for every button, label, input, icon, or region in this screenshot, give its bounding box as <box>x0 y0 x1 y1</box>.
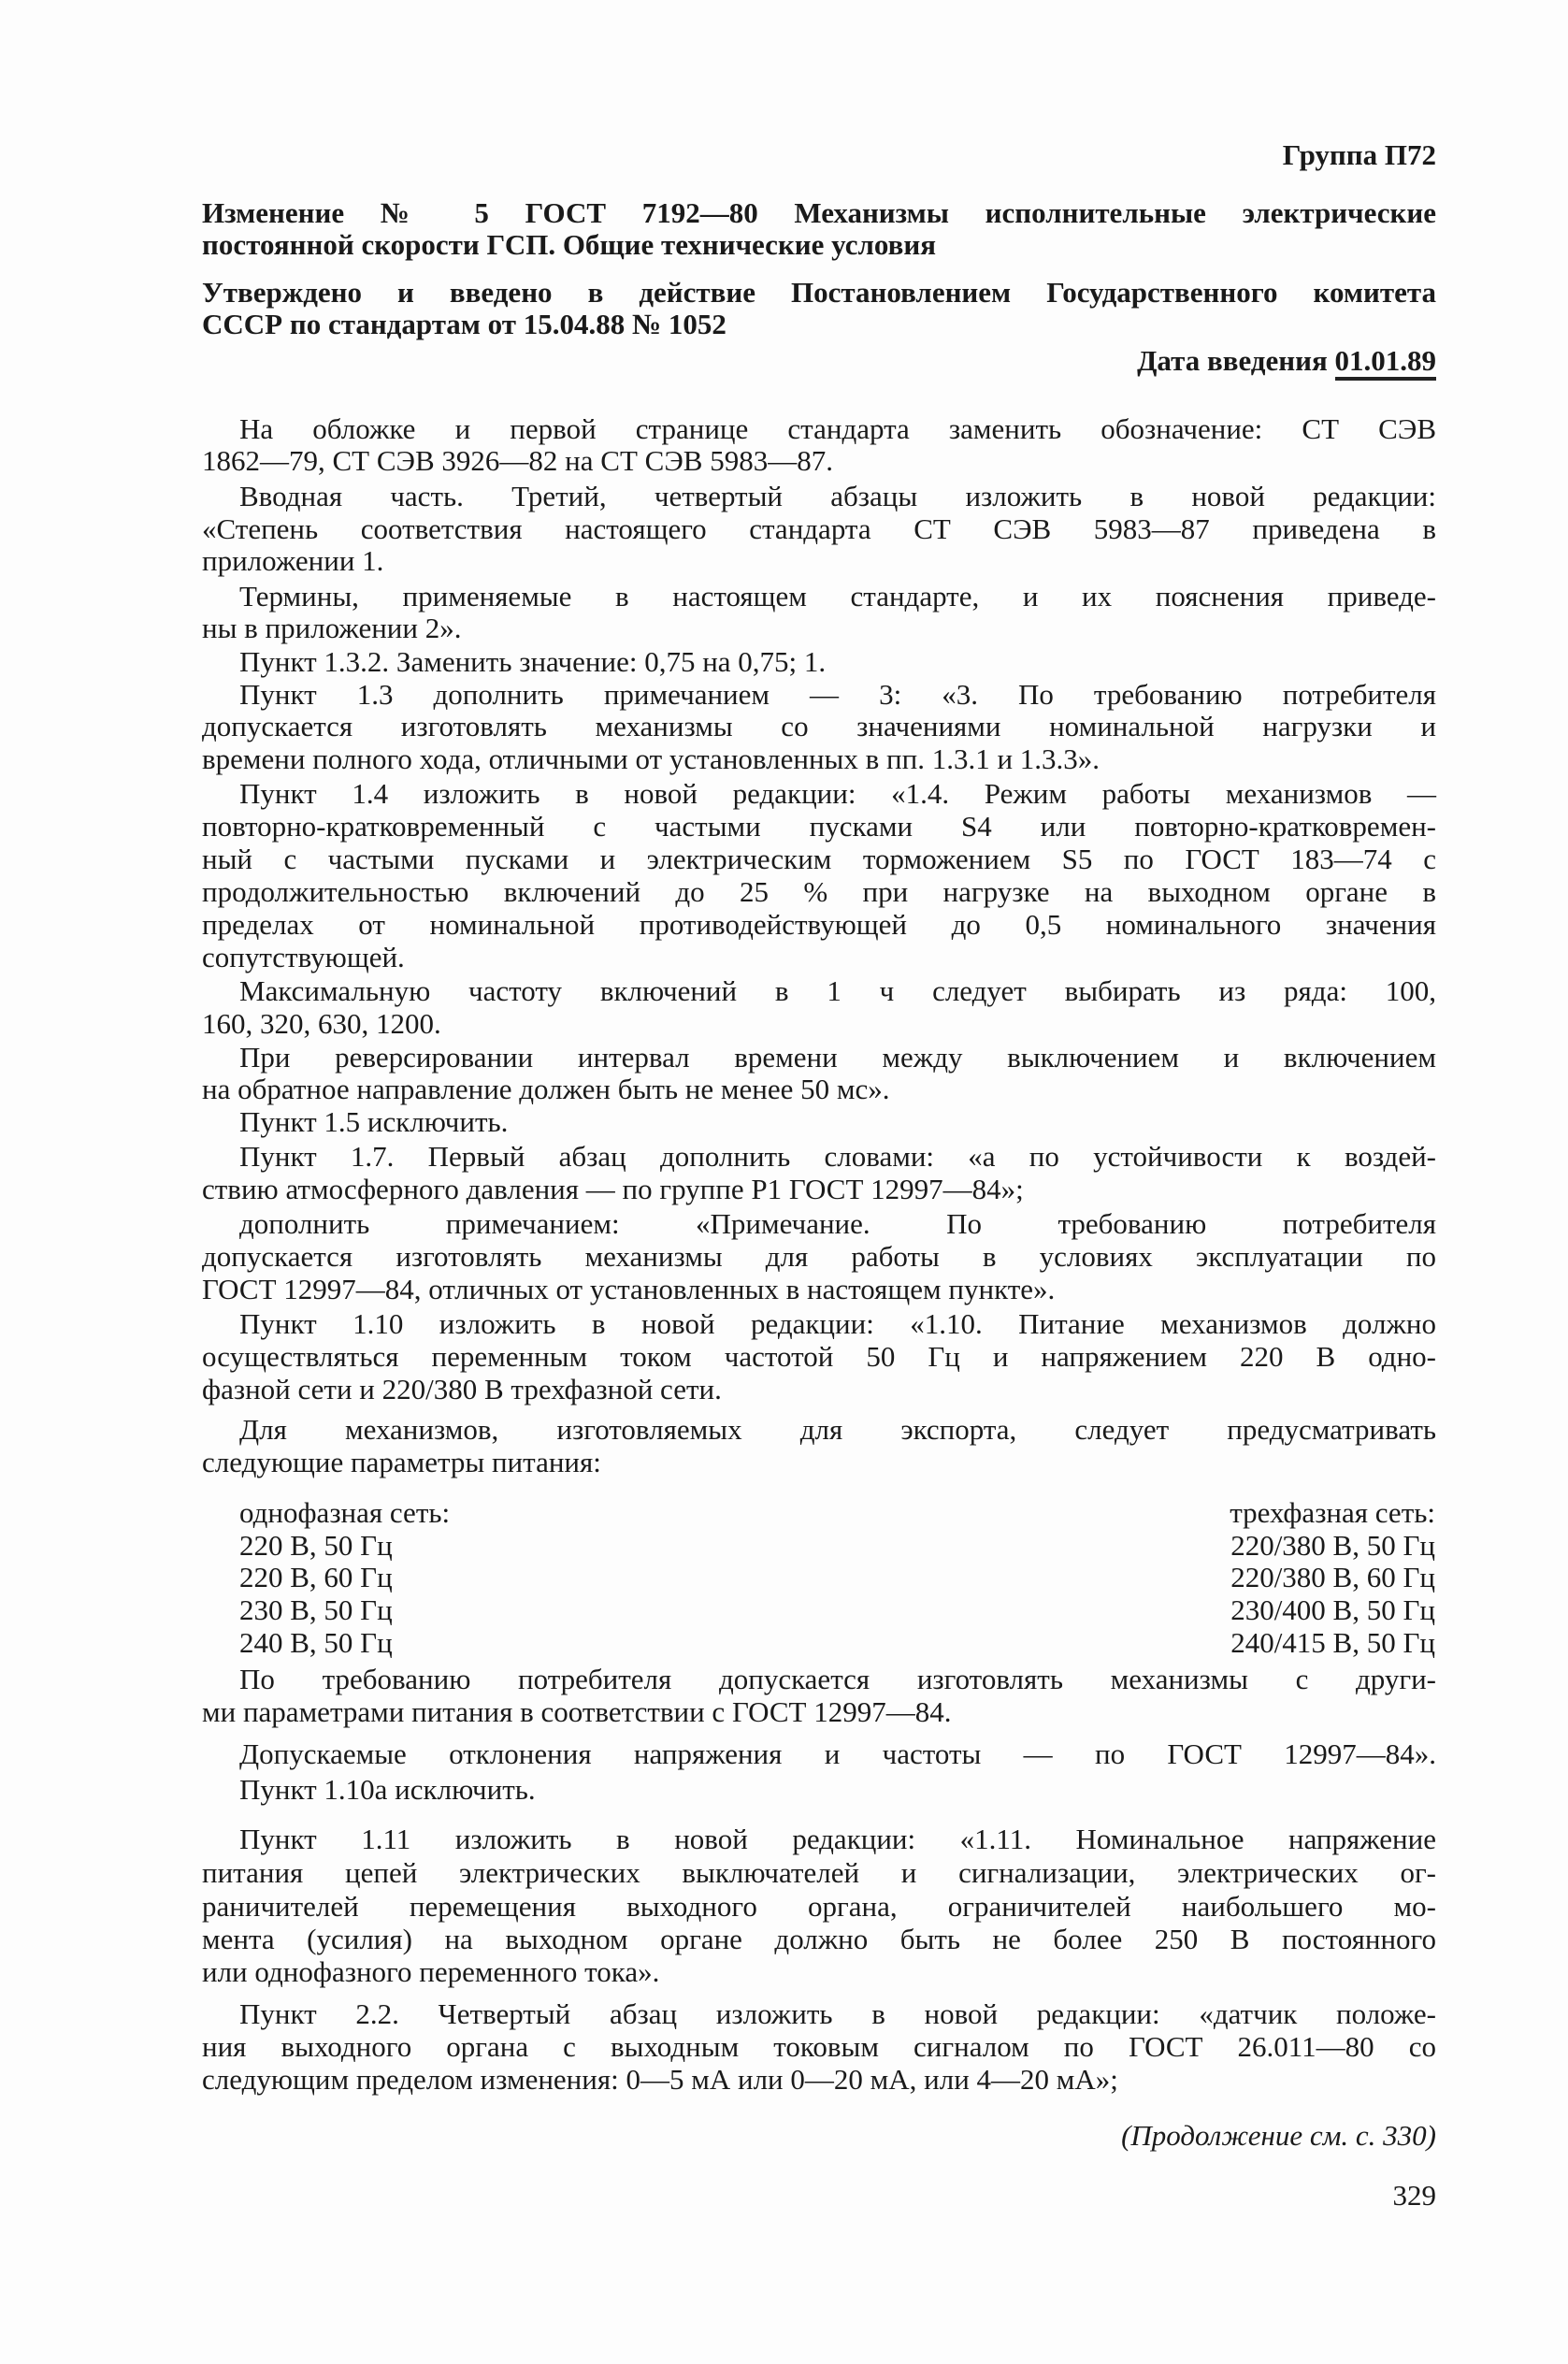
text-line: на обратное направление должен быть не менее 50 мс». <box>202 1073 890 1105</box>
text-line: приложении 1. <box>202 544 384 577</box>
three-phase-value: 220/380 В, 50 Гц <box>1230 1529 1435 1562</box>
text-line: раничителей перемещения выходного органа, ограничителей наибольшего мо- <box>202 1890 1436 1923</box>
effective-date-label: Дата введения <box>1137 344 1328 377</box>
text-line: продолжительностью включений до 25 % при нагрузке на выходном органе в <box>202 875 1436 908</box>
text-line: Максимальную частоту включений в 1 ч следует выбирать из ряда: 100, <box>239 974 1436 1007</box>
single-phase-value: 220 В, 60 Гц <box>239 1561 393 1593</box>
text-line: ГОСТ 12997—84, отличных от установленных в настоящем пункте». <box>202 1273 1056 1305</box>
text-line: сопутствующей. <box>202 941 405 973</box>
text-line: ный с частыми пусками и электрическим торможением S5 по ГОСТ 183—74 с <box>202 843 1436 875</box>
text-line: мента (усилия) на выходном органе должно быть не более 250 В постоянного <box>202 1923 1436 1955</box>
text-line: На обложке и первой странице стандарта заменить обозначение: СТ СЭВ <box>239 412 1436 445</box>
text-line: Пункт 2.2. Четвертый абзац изложить в новой редакции: «датчик положе- <box>239 1997 1436 2030</box>
three-phase-value: 230/400 В, 50 Гц <box>1230 1593 1435 1626</box>
text-line: При реверсировании интервал времени между выключением и включением <box>239 1041 1436 1074</box>
amendment-title-line: постоянной скорости ГСП. Общие технические условия <box>202 228 936 261</box>
continuation-note: (Продолжение см. с. 330) <box>1121 2119 1436 2152</box>
approval-line: СССР по стандартам от 15.04.88 № 1052 <box>202 308 726 340</box>
text-line: 160, 320, 630, 1200. <box>202 1007 441 1040</box>
text-line: дополнить примечанием: «Примечание. По требованию потребителя <box>239 1207 1436 1240</box>
text-line: допускается изготовлять механизмы для работы в условиях эксплуатации по <box>202 1240 1436 1273</box>
text-line: Термины, применяемые в настоящем стандарте, и их пояснения приведе- <box>239 580 1436 613</box>
text-line: Пункт 1.4 изложить в новой редакции: «1.4. Режим работы механизмов — <box>239 777 1436 810</box>
effective-date-value: 01.01.89 <box>1335 344 1437 381</box>
text-line: ния выходного органа с выходным токовым сигналом по ГОСТ 26.011—80 со <box>202 2030 1436 2063</box>
text-line: ствию атмосферного давления — по группе Р1 ГОСТ 12997—84»; <box>202 1173 1024 1205</box>
approval-line: Утверждено и введено в действие Постановлением Государственного комитета <box>202 276 1436 309</box>
text-line: фазной сети и 220/380 В трехфазной сети. <box>202 1373 722 1405</box>
text-line: Пункт 1.10а исключить. <box>239 1773 536 1806</box>
text-line: Пункт 1.3.2. Заменить значение: 0,75 на 0,75; 1. <box>239 645 827 678</box>
text-line: следующим пределом изменения: 0—5 мА или 0—20 мА, или 4—20 мА»; <box>202 2063 1118 2096</box>
text-line: времени полного хода, отличными от установленных в пп. 1.3.1 и 1.3.3». <box>202 742 1100 775</box>
three-phase-value: 240/415 В, 50 Гц <box>1230 1626 1435 1659</box>
three-phase-value: 220/380 В, 60 Гц <box>1230 1561 1435 1593</box>
single-phase-value: 240 В, 50 Гц <box>239 1626 393 1659</box>
single-phase-value: 220 В, 50 Гц <box>239 1529 393 1562</box>
three-phase-header: трехфазная сеть: <box>1230 1496 1435 1529</box>
page-number: 329 <box>1392 2179 1436 2212</box>
text-line: Пункт 1.10 изложить в новой редакции: «1.10. Питание механизмов должно <box>239 1307 1436 1340</box>
text-line: Вводная часть. Третий, четвертый абзацы изложить в новой редакции: <box>239 480 1436 512</box>
text-line: По требованию потребителя допускается изготовлять механизмы с други- <box>239 1663 1436 1695</box>
text-line: или однофазного переменного тока». <box>202 1955 660 1988</box>
text-line: ны в приложении 2». <box>202 612 462 644</box>
text-line: Для механизмов, изготовляемых для экспорта, следует предусматривать <box>239 1413 1436 1446</box>
text-line: Пункт 1.3 дополнить примечанием — 3: «3. По требованию потребителя <box>239 678 1436 711</box>
text-line: Пункт 1.7. Первый абзац дополнить словами: «а по устойчивости к воздей- <box>239 1140 1436 1173</box>
effective-date <box>202 344 1436 378</box>
text-line: повторно-кратковременный с частыми пусками S4 или повторно-кратковремен- <box>202 810 1436 843</box>
text-line: Пункт 1.5 исключить. <box>239 1105 509 1138</box>
text-line: ми параметрами питания в соответствии с ГОСТ 12997—84. <box>202 1695 952 1728</box>
text-line: допускается изготовлять механизмы со значениями номинальной нагрузки и <box>202 710 1436 742</box>
text-line: 1862—79, СТ СЭВ 3926—82 на СТ СЭВ 5983—87. <box>202 444 833 477</box>
text-line: питания цепей электрических выключателей и сигнализации, электрических ог- <box>202 1856 1436 1889</box>
text-line: Пункт 1.11 изложить в новой редакции: «1.11. Номинальное напряжение <box>239 1823 1436 1855</box>
group-code: Группа П72 <box>1282 138 1436 171</box>
text-line: «Степень соответствия настоящего стандарта СТ СЭВ 5983—87 приведена в <box>202 512 1436 545</box>
amendment-title-line: Изменение № 5 ГОСТ 7192—80 Механизмы исполнительные электрические <box>202 196 1436 229</box>
text-line: пределах от номинальной противодействующей до 0,5 номинального значения <box>202 908 1436 941</box>
single-phase-value: 230 В, 50 Гц <box>239 1593 393 1626</box>
text-line: следующие параметры питания: <box>202 1446 601 1478</box>
text-line: Допускаемые отклонения напряжения и частоты — по ГОСТ 12997—84». <box>239 1737 1436 1770</box>
single-phase-header: однофазная сеть: <box>239 1496 451 1529</box>
text-line: осуществляться переменным током частотой 50 Гц и напряжением 220 В одно- <box>202 1340 1436 1373</box>
